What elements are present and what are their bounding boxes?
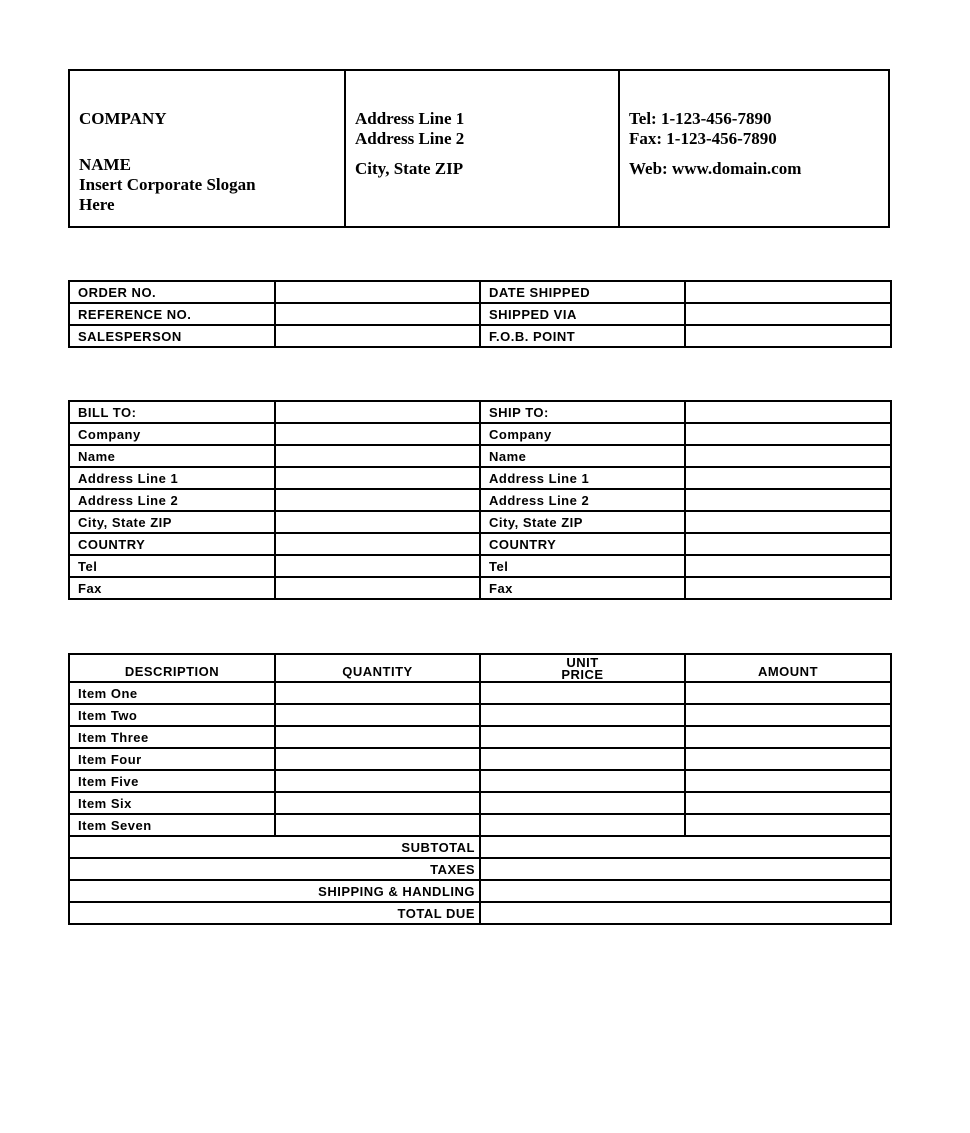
fob-point-field[interactable] (685, 325, 891, 347)
bill-label: Address Line 1 (69, 467, 275, 489)
item-amount[interactable] (685, 748, 891, 770)
bill-field[interactable] (275, 533, 480, 555)
bill-label: COUNTRY (69, 533, 275, 555)
totals-value[interactable] (480, 880, 891, 902)
order-number-label: ORDER NO. (69, 281, 275, 303)
item-description: Item Six (69, 792, 275, 814)
bill-ship-table (68, 400, 892, 600)
item-amount[interactable] (685, 770, 891, 792)
items-header-row (69, 654, 891, 682)
item-amount[interactable] (685, 792, 891, 814)
ship-field[interactable] (685, 401, 891, 423)
table-row (69, 704, 891, 726)
column-header-description: DESCRIPTION (69, 654, 275, 682)
bill-label: Tel (69, 555, 275, 577)
company-slogan-line1: Insert Corporate Slogan (79, 175, 256, 194)
ship-field[interactable] (685, 511, 891, 533)
ship-field[interactable] (685, 423, 891, 445)
items-table (68, 653, 892, 925)
ship-field[interactable] (685, 445, 891, 467)
totals-row (69, 836, 891, 858)
bill-label: City, State ZIP (69, 511, 275, 533)
table-row (69, 467, 891, 489)
item-unit-price[interactable] (480, 748, 685, 770)
table-row (69, 814, 891, 836)
totals-value[interactable] (480, 836, 891, 858)
item-unit-price[interactable] (480, 726, 685, 748)
item-quantity[interactable] (275, 704, 480, 726)
totals-label: TOTAL DUE (69, 902, 480, 924)
company-slogan-line2: Here (79, 195, 115, 214)
table-row (69, 792, 891, 814)
table-row (69, 511, 891, 533)
address-city: City, State ZIP (355, 159, 464, 178)
contact-fax: Fax: 1-123-456-7890 (629, 129, 777, 148)
ship-field[interactable] (685, 467, 891, 489)
ship-field[interactable] (685, 555, 891, 577)
column-header-unit: UNIT (566, 655, 599, 670)
address-line2: Address Line 2 (355, 129, 465, 148)
table-row (69, 401, 891, 423)
item-description: Item Five (69, 770, 275, 792)
fob-point-label: F.O.B. POINT (480, 325, 685, 347)
table-row (69, 281, 891, 303)
bill-field[interactable] (275, 467, 480, 489)
item-unit-price[interactable] (480, 704, 685, 726)
ship-label: Address Line 2 (480, 489, 685, 511)
bill-field[interactable] (275, 511, 480, 533)
column-header-price: PRICE (561, 667, 604, 682)
ship-label: Tel (480, 555, 685, 577)
salesperson-field[interactable] (275, 325, 480, 347)
bill-field[interactable] (275, 401, 480, 423)
bill-field[interactable] (275, 423, 480, 445)
bill-label: Company (69, 423, 275, 445)
item-description: Item Seven (69, 814, 275, 836)
totals-value[interactable] (480, 902, 891, 924)
table-row (69, 555, 891, 577)
bill-field[interactable] (275, 577, 480, 599)
reference-number-field[interactable] (275, 303, 480, 325)
item-quantity[interactable] (275, 770, 480, 792)
bill-field[interactable] (275, 555, 480, 577)
address-block (344, 71, 618, 226)
item-amount[interactable] (685, 682, 891, 704)
table-row (69, 423, 891, 445)
shipped-via-field[interactable] (685, 303, 891, 325)
item-unit-price[interactable] (480, 792, 685, 814)
table-row (69, 325, 891, 347)
bill-label: Fax (69, 577, 275, 599)
item-description: Item Three (69, 726, 275, 748)
bill-label: BILL TO: (69, 401, 275, 423)
item-unit-price[interactable] (480, 770, 685, 792)
table-row (69, 533, 891, 555)
table-row (69, 303, 891, 325)
address-line1: Address Line 1 (355, 109, 465, 128)
column-header-unit-price (480, 654, 685, 682)
item-amount[interactable] (685, 814, 891, 836)
bill-field[interactable] (275, 489, 480, 511)
item-quantity[interactable] (275, 814, 480, 836)
company-name-line2: NAME (79, 155, 131, 174)
item-quantity[interactable] (275, 682, 480, 704)
totals-label: SUBTOTAL (69, 836, 480, 858)
contact-block (618, 71, 888, 226)
table-row (69, 682, 891, 704)
item-description: Item Four (69, 748, 275, 770)
ship-label: Name (480, 445, 685, 467)
totals-row (69, 880, 891, 902)
ship-label: Address Line 1 (480, 467, 685, 489)
ship-field[interactable] (685, 489, 891, 511)
column-header-quantity: QUANTITY (275, 654, 480, 682)
date-shipped-field[interactable] (685, 281, 891, 303)
salesperson-label: SALESPERSON (69, 325, 275, 347)
totals-row (69, 858, 891, 880)
contact-web: Web: www.domain.com (629, 159, 802, 178)
column-header-amount: AMOUNT (685, 654, 891, 682)
company-block (70, 71, 344, 226)
ship-label: Company (480, 423, 685, 445)
contact-tel: Tel: 1-123-456-7890 (629, 109, 772, 128)
date-shipped-label: DATE SHIPPED (480, 281, 685, 303)
item-unit-price[interactable] (480, 814, 685, 836)
table-row (69, 770, 891, 792)
bill-field[interactable] (275, 445, 480, 467)
item-description: Item One (69, 682, 275, 704)
order-number-field[interactable] (275, 281, 480, 303)
order-info-table (68, 280, 892, 348)
ship-label: City, State ZIP (480, 511, 685, 533)
bill-label: Name (69, 445, 275, 467)
item-unit-price[interactable] (480, 682, 685, 704)
totals-value[interactable] (480, 858, 891, 880)
ship-label: COUNTRY (480, 533, 685, 555)
item-quantity[interactable] (275, 748, 480, 770)
invoice-header (68, 69, 890, 228)
item-description: Item Two (69, 704, 275, 726)
totals-label: TAXES (69, 858, 480, 880)
item-amount[interactable] (685, 726, 891, 748)
ship-field[interactable] (685, 577, 891, 599)
shipped-via-label: SHIPPED VIA (480, 303, 685, 325)
table-row (69, 726, 891, 748)
table-row (69, 445, 891, 467)
item-quantity[interactable] (275, 792, 480, 814)
table-row (69, 748, 891, 770)
table-row (69, 577, 891, 599)
ship-field[interactable] (685, 533, 891, 555)
ship-label: Fax (480, 577, 685, 599)
reference-number-label: REFERENCE NO. (69, 303, 275, 325)
ship-label: SHIP TO: (480, 401, 685, 423)
item-quantity[interactable] (275, 726, 480, 748)
company-name-line1: COMPANY (79, 109, 167, 128)
table-row (69, 489, 891, 511)
totals-label: SHIPPING & HANDLING (69, 880, 480, 902)
bill-label: Address Line 2 (69, 489, 275, 511)
item-amount[interactable] (685, 704, 891, 726)
totals-row (69, 902, 891, 924)
